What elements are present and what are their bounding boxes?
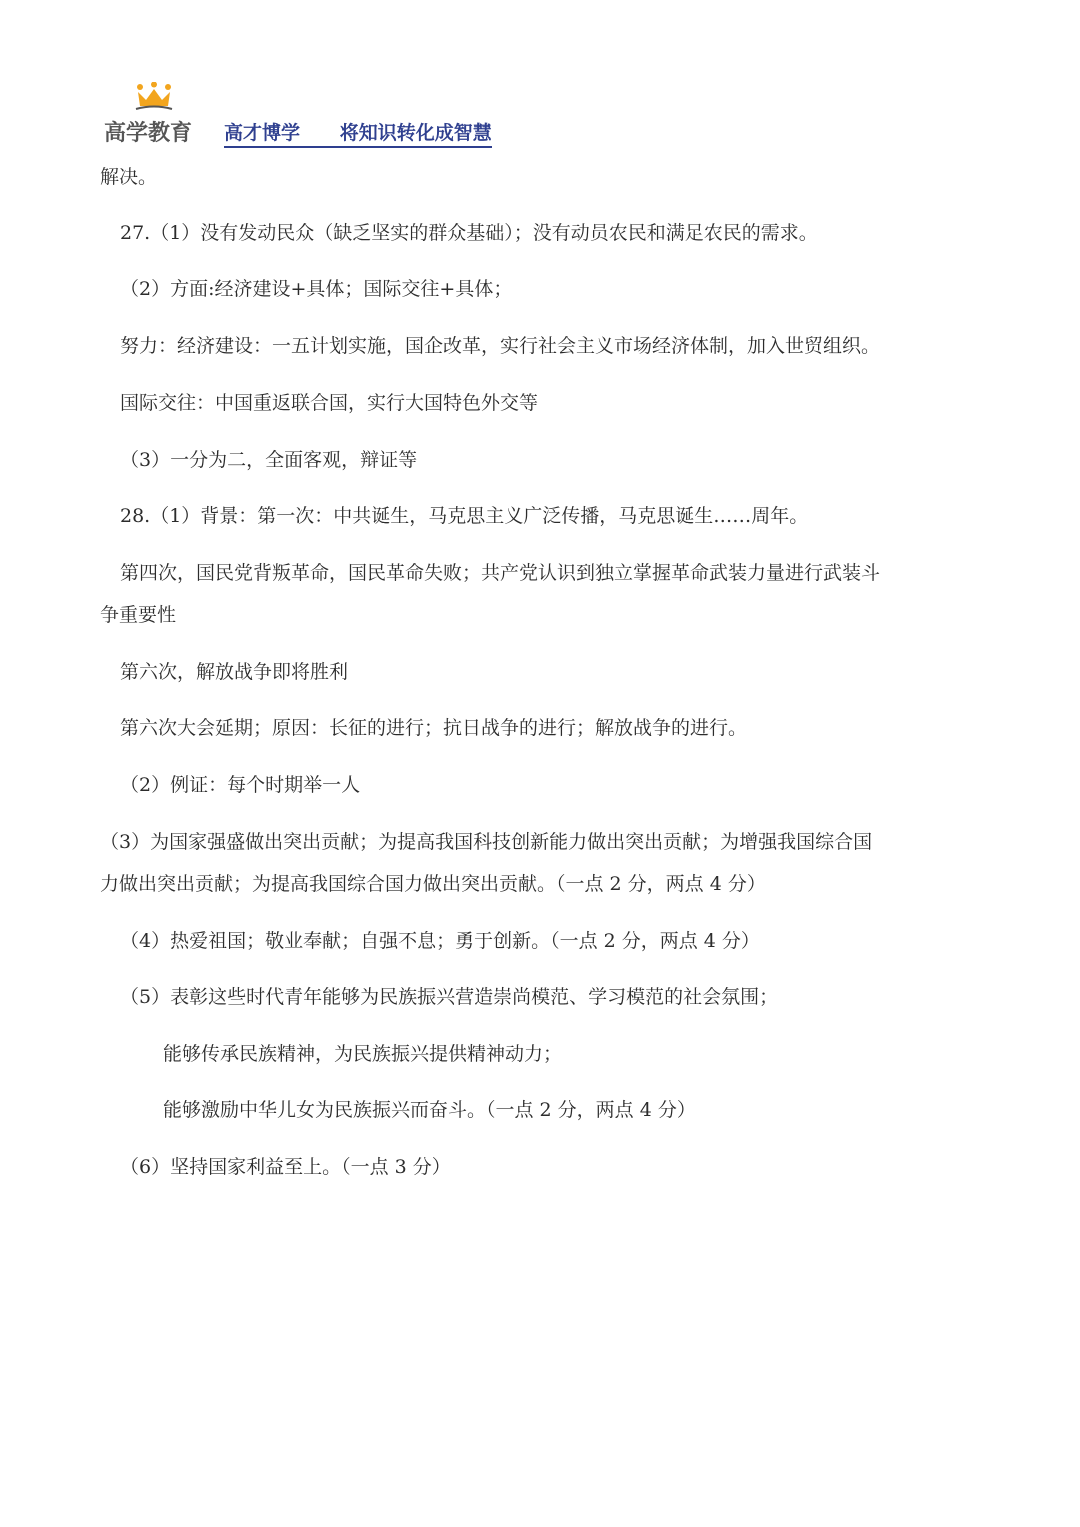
text-line: （3）为国家强盛做出突出贡献；为提高我国科技创新能力做出突出贡献；为增强我国综合国 [100, 831, 873, 853]
text-line: （5）表彰这些时代青年能够为民族振兴营造崇尚模范、学习模范的社会氛围； [120, 986, 779, 1008]
text-line: （6）坚持国家利益至上。（一点 3 分） [120, 1156, 451, 1178]
text-line: 能够传承民族精神，为民族振兴提供精神动力； [163, 1043, 563, 1065]
text-line: 努力：经济建设：一五计划实施，国企改革，实行社会主义市场经济体制，加入世贸组织。 [120, 335, 881, 357]
crown-icon [134, 82, 174, 112]
text-line: 27.（1）没有发动民众（缺乏坚实的群众基础）；没有动员农民和满足农民的需求。 [120, 222, 818, 244]
text-line: 第六次大会延期；原因：长征的进行；抗日战争的进行；解放战争的进行。 [120, 717, 748, 739]
page-header [104, 82, 524, 152]
text-line: 国际交往：中国重返联合国，实行大国特色外交等 [120, 392, 539, 414]
text-line: （4）热爱祖国；敬业奉献；自强不息；勇于创新。（一点 2 分，两点 4 分） [120, 930, 760, 952]
header-slogan [224, 118, 492, 148]
slogan-part-2: 将知识转化成智慧 [339, 122, 492, 144]
text-line: 争重要性 [100, 604, 177, 626]
slogan-part-1: 高才博学 [224, 122, 301, 144]
text-line: 第六次，解放战争即将胜利 [120, 661, 349, 683]
text-line: 能够激励中华儿女为民族振兴而奋斗。（一点 2 分，两点 4 分） [163, 1099, 696, 1121]
text-line: 力做出突出贡献；为提高我国综合国力做出突出贡献。（一点 2 分，两点 4 分） [100, 873, 766, 895]
text-line: 28.（1）背景：第一次：中共诞生，马克思主义广泛传播，马克思诞生……周年。 [120, 505, 809, 527]
text-line: （2）方面:经济建设+具体；国际交往+具体； [120, 278, 513, 300]
text-line: （2）例证：每个时期举一人 [120, 774, 361, 796]
text-line: 解决。 [100, 166, 158, 188]
text-line: （3）一分为二，全面客观，辩证等 [120, 449, 418, 471]
brand-logo-text: 高学教育 [104, 121, 193, 146]
text-line: 第四次，国民党背叛革命，国民革命失败；共产党认识到独立掌握革命武装力量进行武装斗 [120, 562, 881, 584]
